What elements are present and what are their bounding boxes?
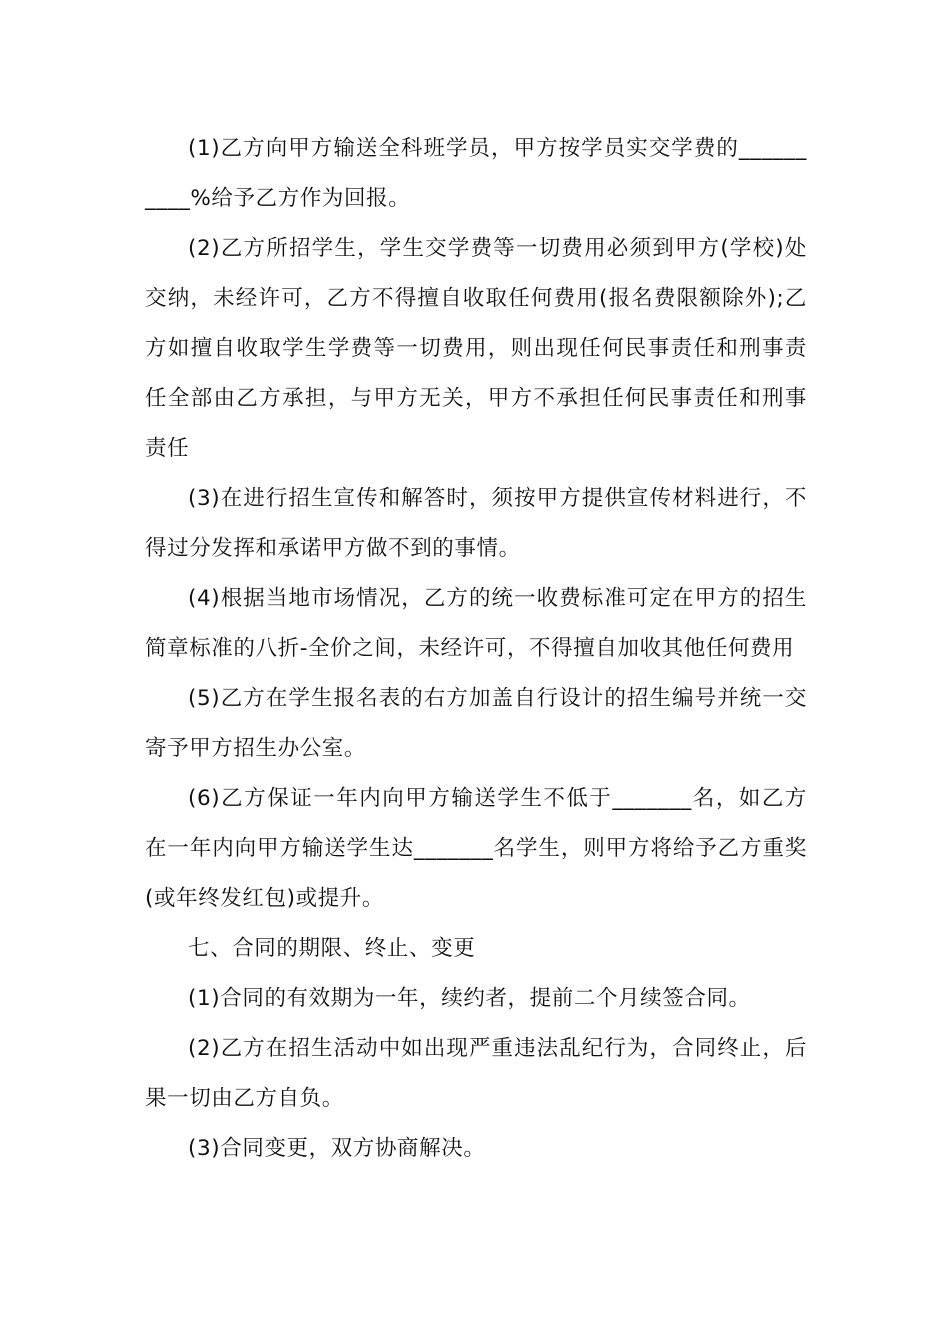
clause-1-commission: (1)乙方向甲方输送全科班学员，甲方按学员实交学费的__________%给予乙方作为回报。 <box>145 136 807 211</box>
clause-6-student-quota: (6)乙方保证一年内向甲方输送学生不低于_______名，如乙方在一年内向甲方输送学生达_______名学生，则甲方将给予乙方重奖(或年终发红包)或提升。 <box>145 786 807 911</box>
clause-2-fee-collection: (2)乙方所招学生，学生交学费等一切费用必须到甲方(学校)处交纳，未经许可，乙方不得擅自收取任何费用(报名费限额除外);乙方如擅自收取学生学费等一切费用，则出现任何民事责任和刑事责任全部由乙方承担，与甲方无关，甲方不承担任何民事责任和刑事责任 <box>145 236 807 461</box>
term-clause-2-termination: (2)乙方在招生活动中如出现严重违法乱纪行为，合同终止，后果一切由乙方自负。 <box>145 1036 807 1111</box>
term-clause-3-change: (3)合同变更，双方协商解决。 <box>188 1136 486 1161</box>
section-heading-term: 七、合同的期限、终止、变更 <box>188 936 476 961</box>
clause-3-promotion: (3)在进行招生宣传和解答时，须按甲方提供宣传材料进行，不得过分发挥和承诺甲方做不到的事情。 <box>145 486 807 561</box>
clause-5-registration-form: (5)乙方在学生报名表的右方加盖自行设计的招生编号并统一交寄予甲方招生办公室。 <box>145 686 807 761</box>
term-clause-1-validity: (1)合同的有效期为一年，续约者，提前二个月续签合同。 <box>188 986 751 1011</box>
clause-4-fee-standard: (4)根据当地市场情况，乙方的统一收费标准可定在甲方的招生简章标准的八折-全价之间，未经许可，不得擅自加收其他任何费用 <box>145 586 807 661</box>
document-body <box>145 124 807 1174</box>
